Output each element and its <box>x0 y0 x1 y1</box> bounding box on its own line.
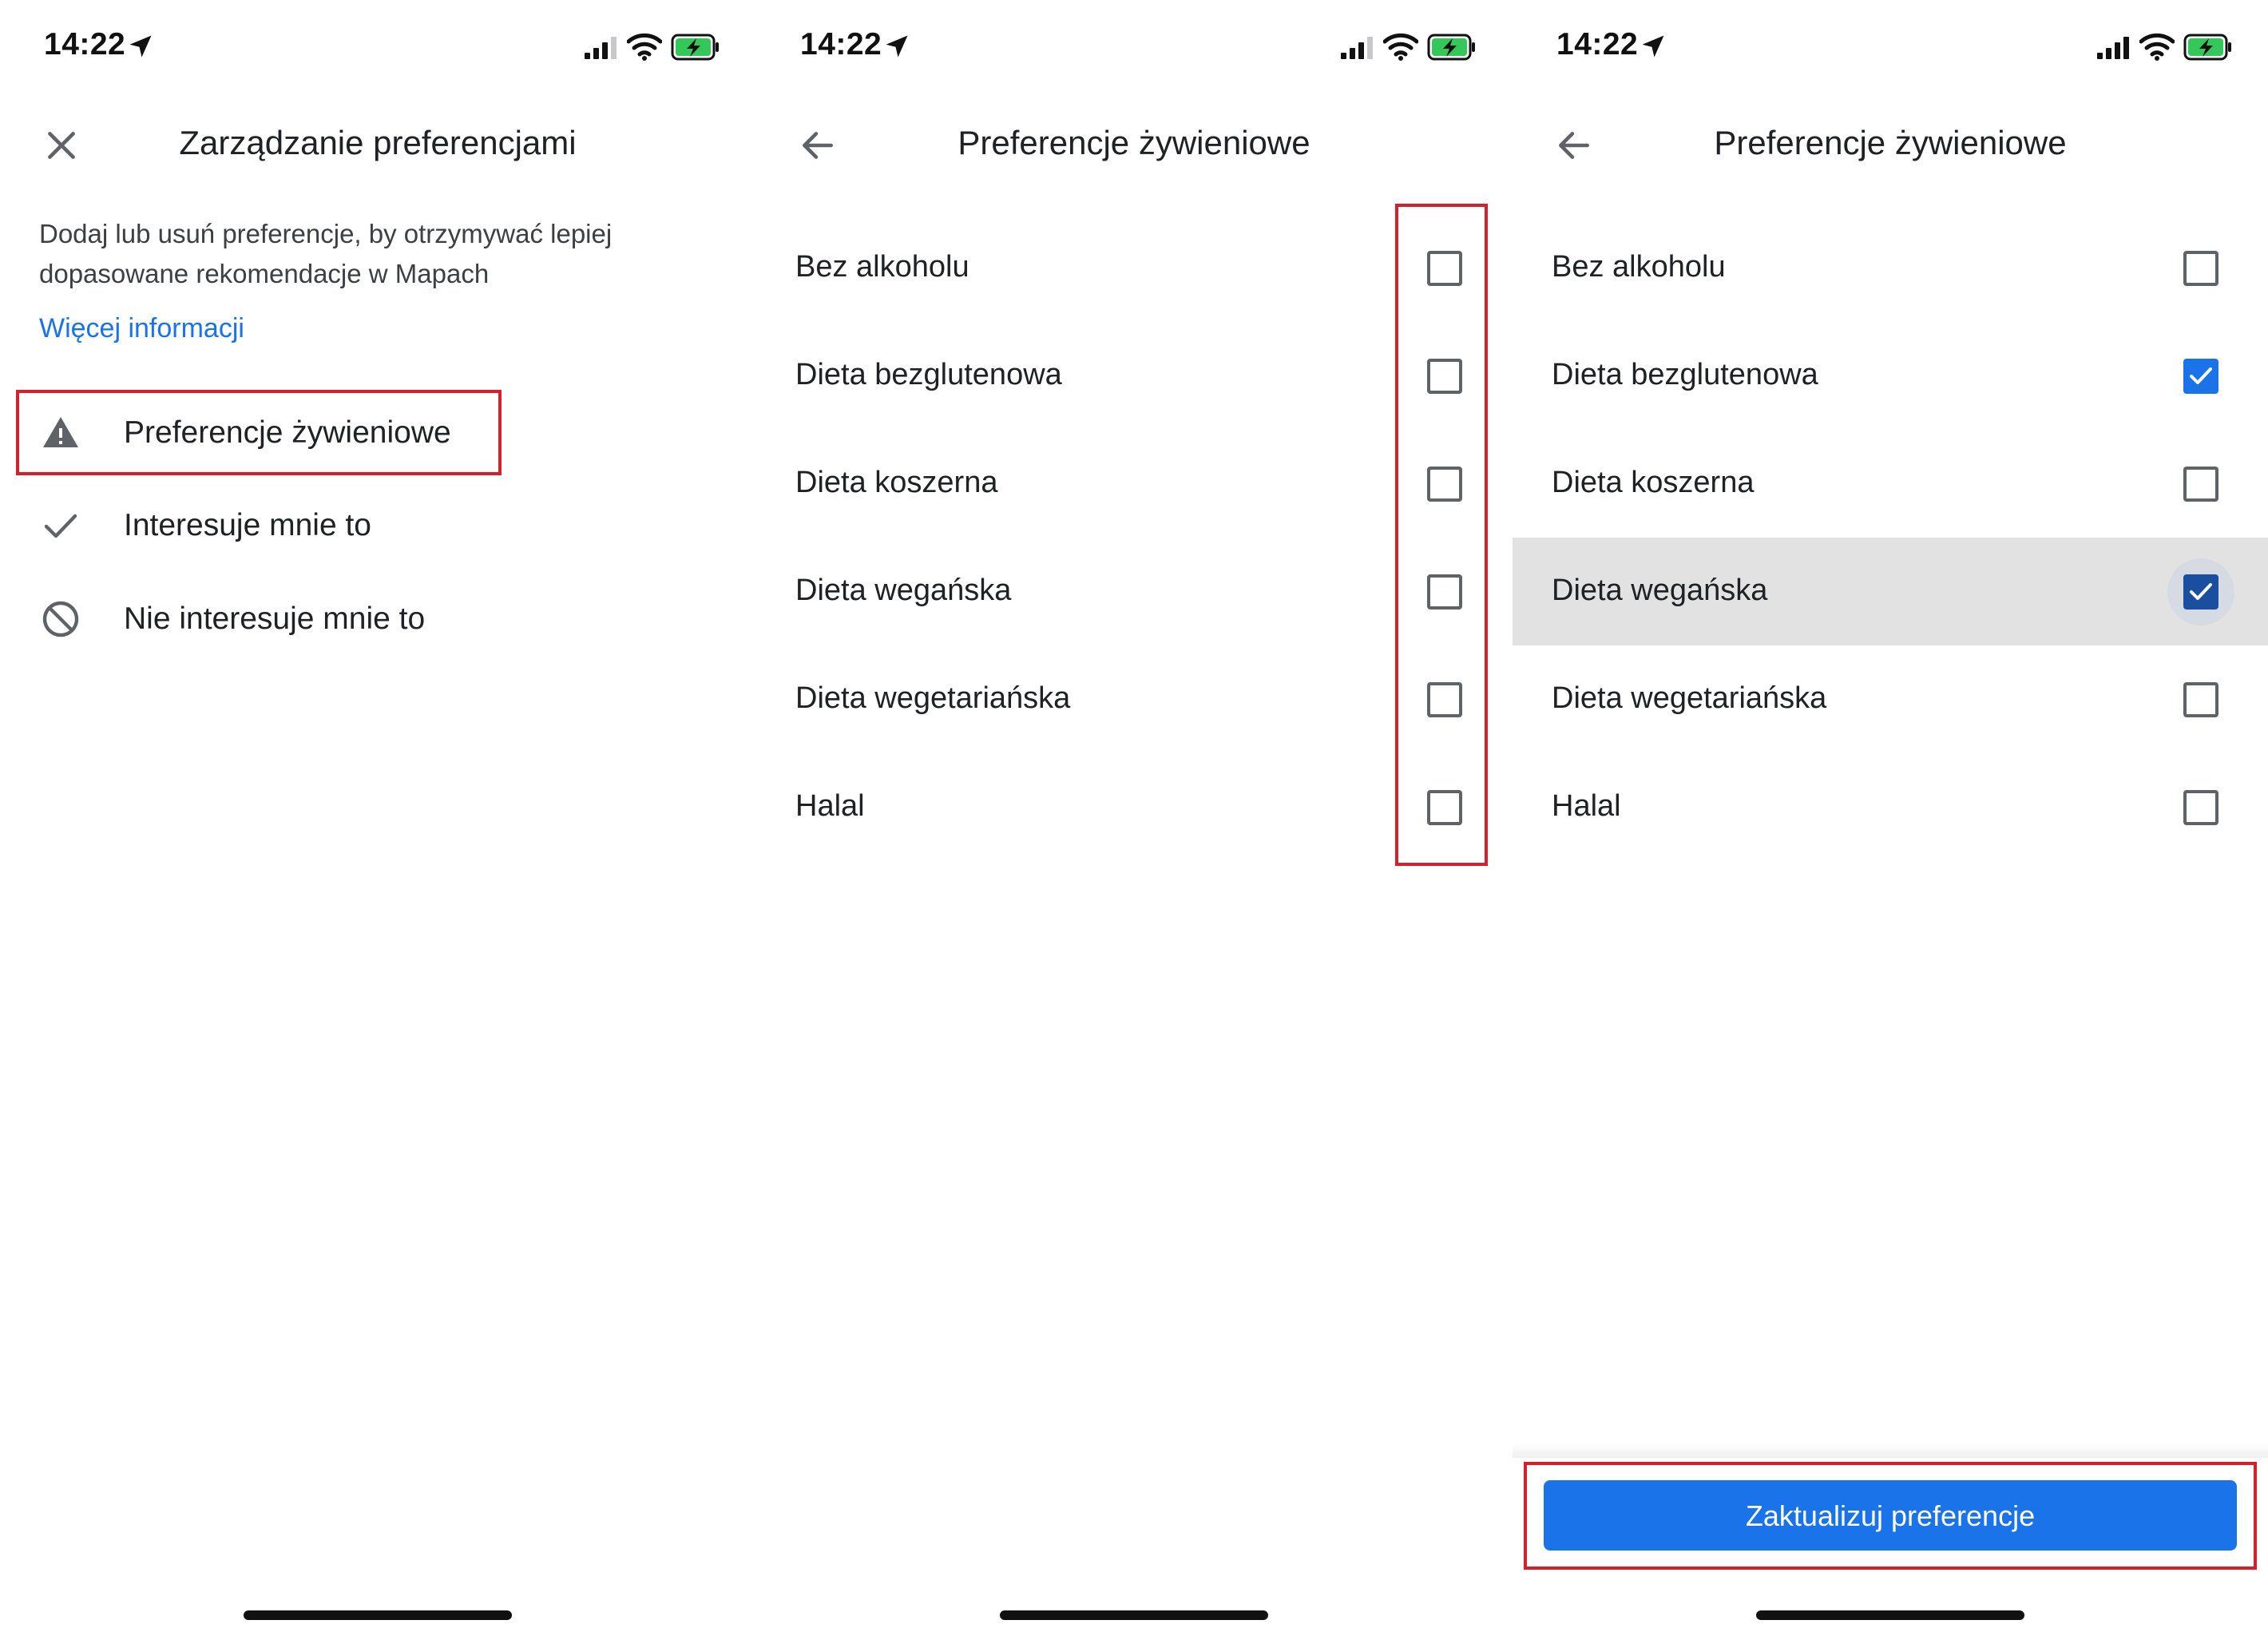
screen-manage-preferences <box>0 0 755 1636</box>
pref-row-vegetarian[interactable] <box>1513 645 2268 753</box>
home-indicator <box>244 1610 512 1620</box>
location-arrow-icon <box>1639 32 1667 61</box>
wifi-icon <box>627 32 662 61</box>
pref-label: Halal <box>1552 789 1621 823</box>
pref-label: Dieta koszerna <box>795 466 998 499</box>
battery-charging-icon <box>2183 34 2233 61</box>
pref-label: Dieta bezglutenowa <box>795 358 1062 391</box>
pref-label: Dieta koszerna <box>1552 466 1755 499</box>
page-title: Preferencje żywieniowe <box>1714 124 2067 161</box>
pref-label: Bez alkoholu <box>795 250 969 284</box>
home-indicator <box>1756 1610 2024 1620</box>
pref-label: Dieta bezglutenowa <box>1552 358 1818 391</box>
status-time: 14:22 <box>1556 27 1639 62</box>
status-time: 14:22 <box>800 27 882 62</box>
pref-row-kosher[interactable] <box>1513 430 2268 538</box>
annotation-highlight-box <box>16 390 502 475</box>
pref-label: Halal <box>795 789 865 823</box>
pref-row-halal[interactable] <box>1513 753 2268 861</box>
pref-label: Dieta wegańska <box>795 574 1012 607</box>
location-arrow-icon <box>882 32 911 61</box>
battery-charging-icon <box>671 34 720 61</box>
wifi-icon <box>2139 32 2175 61</box>
page-title: Zarządzanie preferencjami <box>179 124 577 161</box>
pref-label: Dieta wegańska <box>1552 574 1768 607</box>
check-icon <box>42 506 80 545</box>
bottom-bar-shadow <box>1513 1442 2268 1458</box>
menu-item-label: Interesuje mnie to <box>124 508 372 542</box>
cellular-signal-icon <box>1341 37 1376 59</box>
cellular-signal-icon <box>585 37 620 59</box>
menu-item-label: Nie interesuje mnie to <box>124 602 426 636</box>
home-indicator <box>1000 1610 1268 1620</box>
update-preferences-button[interactable]: Zaktualizuj preferencje <box>1544 1480 2237 1551</box>
checkbox-checked[interactable] <box>2183 574 2218 610</box>
menu-item-label: Preferencje żywieniowe <box>124 415 451 450</box>
pref-label: Dieta wegetariańska <box>1552 681 1827 715</box>
pref-label: Bez alkoholu <box>1552 250 1726 284</box>
checkbox[interactable] <box>2183 251 2218 286</box>
location-arrow-icon <box>126 32 155 61</box>
pref-label: Dieta wegetariańska <box>795 681 1071 715</box>
pref-row-vegan[interactable] <box>1513 538 2268 645</box>
menu-item-not-interested[interactable] <box>16 578 495 661</box>
page-title: Preferencje żywieniowe <box>958 124 1310 161</box>
checkbox[interactable] <box>2183 467 2218 502</box>
description-text: Dodaj lub usuń preferencje, by otrzymywać lepiej dopasowane rekomendacje w Mapach <box>39 219 613 288</box>
checkbox[interactable] <box>2183 790 2218 825</box>
checkbox[interactable] <box>2183 682 2218 717</box>
screen-dietary-preferences-empty <box>756 0 1512 1636</box>
checkmark-icon <box>2187 579 2215 605</box>
status-time: 14:22 <box>44 27 126 62</box>
block-icon <box>42 600 80 638</box>
wifi-icon <box>1383 32 1418 61</box>
annotation-highlight-box <box>1395 204 1488 866</box>
annotation-highlight-box <box>1524 1462 2257 1570</box>
checkbox-checked[interactable] <box>2183 359 2218 394</box>
checkmark-icon <box>2187 363 2215 389</box>
battery-charging-icon <box>1427 34 1477 61</box>
pref-row-gluten-free[interactable] <box>1513 322 2268 430</box>
more-info-link[interactable]: Więcej informacji <box>39 313 244 343</box>
screen-dietary-preferences-selected <box>1513 0 2268 1636</box>
cellular-signal-icon <box>2097 37 2132 59</box>
pref-row-no-alcohol[interactable] <box>1513 214 2268 322</box>
menu-item-interested[interactable] <box>16 484 495 567</box>
